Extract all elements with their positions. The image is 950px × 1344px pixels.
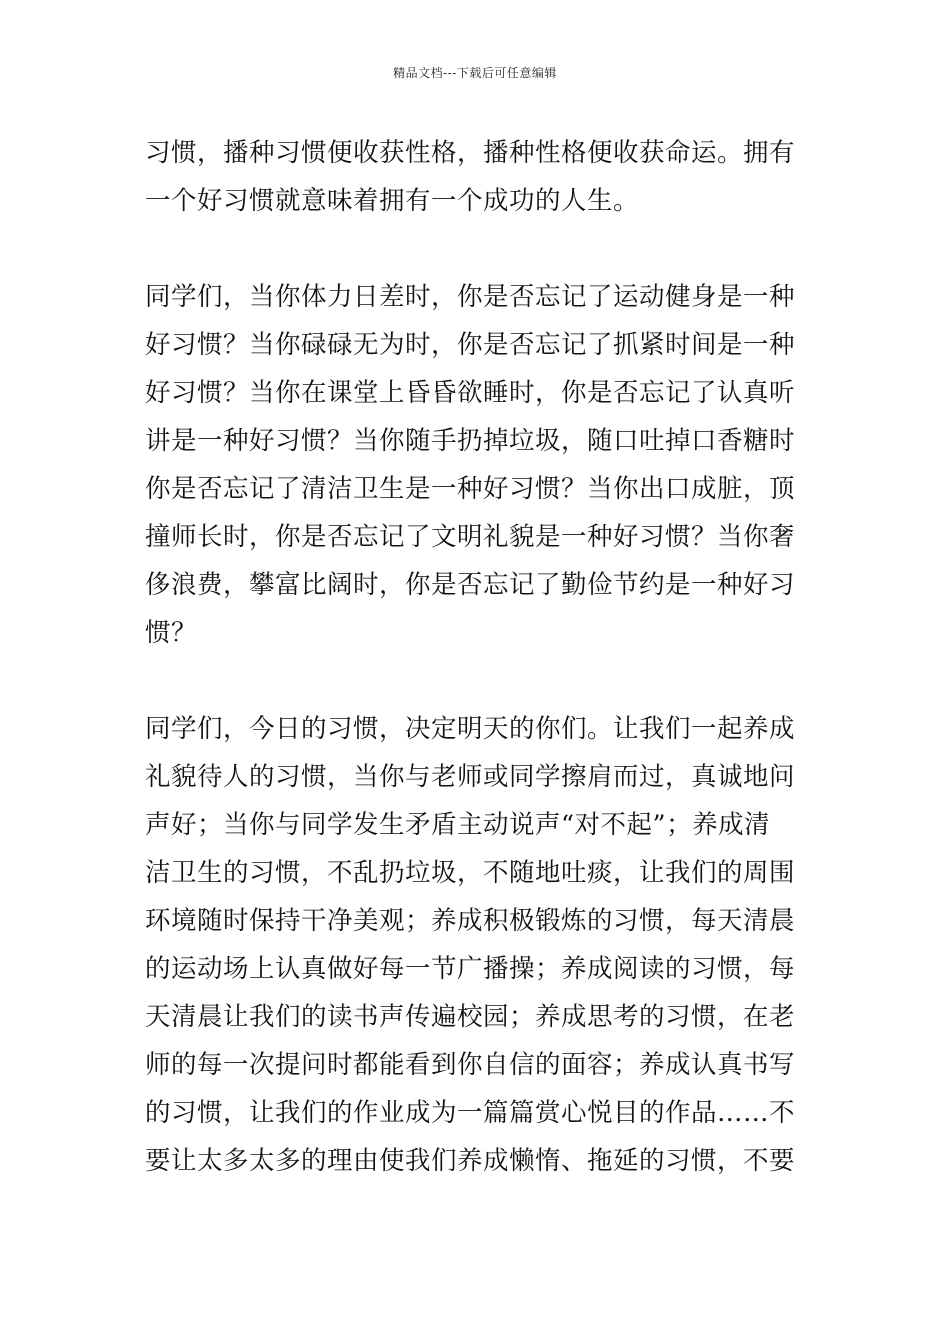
paragraph-2 (145, 273, 807, 657)
text-line: 惯？ (145, 618, 198, 648)
text-line: 师的每一次提问时都能看到你自信的面容；养成认真书写 (145, 1050, 796, 1080)
text-line: 你是否忘记了清洁卫生是一种好习惯？当你出口成脏，顶 (145, 474, 796, 504)
text-line: 要让太多太多的理由使我们养成懒惰、拖延的习惯，不要 (145, 1146, 796, 1176)
text-line: 同学们，今日的习惯，决定明天的你们。让我们一起养成 (145, 714, 796, 744)
text-line: 的运动场上认真做好每一节广播操；养成阅读的习惯，每 (145, 954, 796, 984)
text-line: 侈浪费，攀富比阔时，你是否忘记了勤俭节约是一种好习 (145, 570, 796, 600)
text-line: 同学们，当你体力日差时，你是否忘记了运动健身是一种 (145, 282, 796, 312)
text-line: 的习惯，让我们的作业成为一篇篇赏心悦目的作品……不 (145, 1098, 796, 1128)
text-line: 天清晨让我们的读书声传遍校园；养成思考的习惯，在老 (145, 1002, 796, 1032)
text-line: 好习惯？当你在课堂上昏昏欲睡时，你是否忘记了认真听 (145, 378, 796, 408)
paragraph-3 (145, 705, 807, 1185)
paragraph-spacer (145, 657, 807, 705)
text-line: 习惯，播种习惯便收获性格，播种性格便收获命运。拥有 (145, 138, 796, 168)
text-line: 洁卫生的习惯，不乱扔垃圾，不随地吐痰，让我们的周围 (145, 858, 796, 888)
document-body (145, 129, 807, 1185)
text-line: 环境随时保持干净美观；养成积极锻炼的习惯，每天清晨 (145, 906, 796, 936)
text-line: 声好；当你与同学发生矛盾主动说声“对不起”；养成清 (145, 810, 771, 840)
page-header: 精品文档---下载后可任意编辑 (393, 66, 557, 80)
text-line: 礼貌待人的习惯，当你与老师或同学擦肩而过，真诚地问 (145, 762, 796, 792)
text-line: 讲是一种好习惯？当你随手扔掉垃圾，随口吐掉口香糖时 (145, 426, 796, 456)
text-line: 一个好习惯就意味着拥有一个成功的人生。 (145, 186, 640, 216)
paragraph-1 (145, 129, 807, 225)
paragraph-spacer (145, 225, 807, 273)
text-line: 好习惯？当你碌碌无为时，你是否忘记了抓紧时间是一种 (145, 330, 796, 360)
text-line: 撞师长时，你是否忘记了文明礼貌是一种好习惯？当你奢 (145, 522, 796, 552)
